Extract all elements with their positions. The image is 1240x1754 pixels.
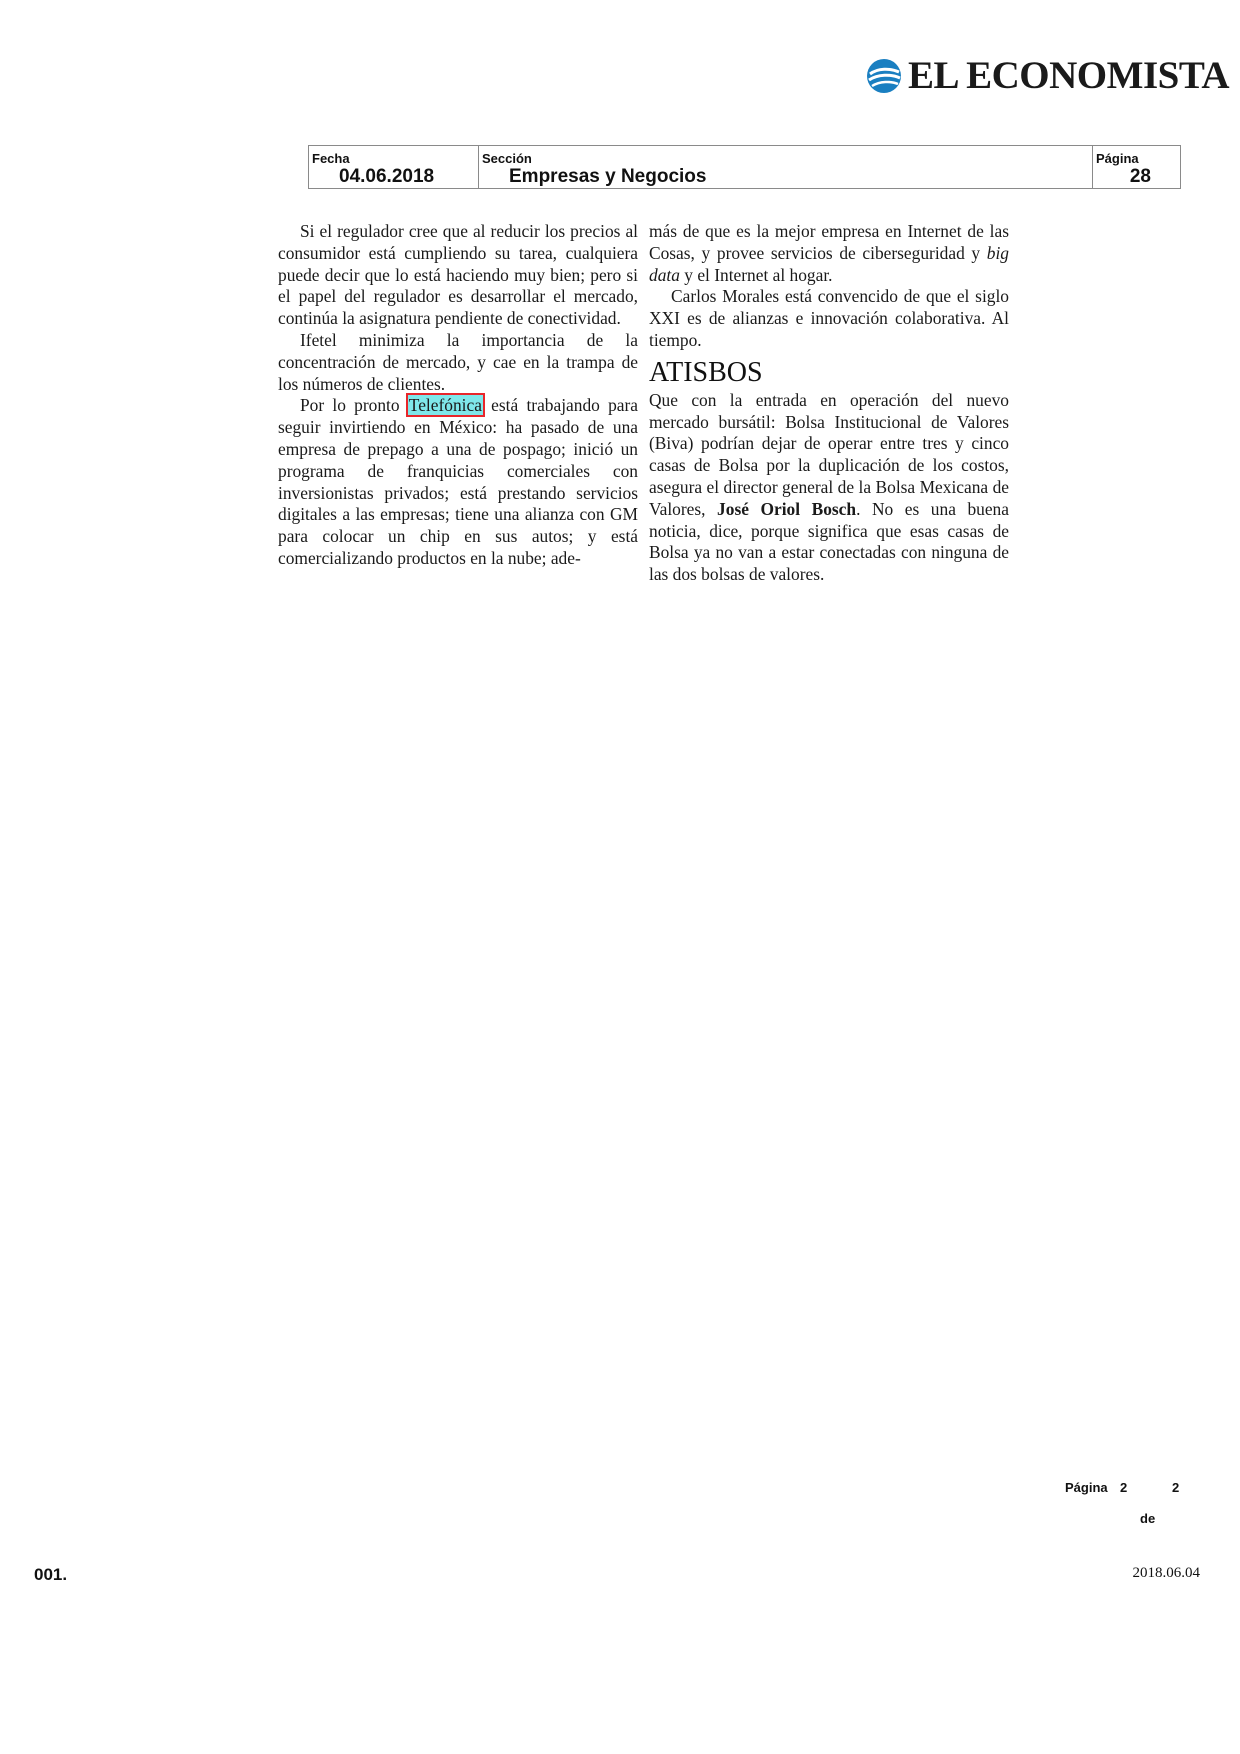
pager-de: de [1140,1511,1156,1526]
masthead [866,52,1230,102]
paragraph [278,395,638,569]
seccion-value: Empresas y Negocios [509,166,707,187]
fecha-cell [309,146,479,188]
masthead-title: EL ECONOMISTA [908,54,1230,97]
text-fragment: Que con la entrada en operación del nuevo mercado bursátil: Bolsa Institucional de Valores (Biva) podrían dejar de operar entre tres y cinco casas de Bolsa por la duplicación de los costos, asegura el director general de la Bolsa Mexicana de Valores, [649,389,1009,519]
article-meta-table [308,145,1181,189]
text-fragment: Por lo pronto [300,395,408,416]
text-fragment: . No es una buena noticia, dice, porque significa que esas casas de Bolsa ya no van a estar conectadas con ninguna de las dos bolsas de valores. [649,498,1009,585]
pager-current: 2 [1120,1480,1128,1495]
seccion-label: Sección [482,151,532,166]
pager-label: Página [1065,1480,1108,1495]
pager-total: 2 [1172,1480,1180,1495]
text-fragment: más de que es la mejor empresa en Internet de las Cosas, y provee servicios de ciberseguridad y [649,221,1009,263]
italic-term: big data [649,242,1009,285]
globe-logo-icon [866,58,902,94]
paragraph: Ifetel minimiza la importancia de la concentración de mercado, y cae en la trampa de los números de clientes. [278,329,638,394]
pagina-label: Página [1096,151,1139,166]
text-fragment: y el Internet al hogar. [679,264,833,285]
paragraph [649,390,1009,586]
section-title: ATISBOS [649,356,763,388]
fecha-label: Fecha [312,151,350,166]
text-fragment: está trabajando para seguir invirtiendo en México: ha pasado de una empresa de prepago a una de pospago; inició un programa de franquicias comerciales con inversionistas privados; está prestando servicios digitales a las empresas; tiene una alianza con GM para colocar un chip en sus autos; y está comercializando productos en la nube; ade- [278,395,638,568]
seccion-cell [479,146,1093,188]
fecha-value: 04.06.2018 [339,166,435,187]
article-column-left [278,221,638,570]
page-counter [1060,1480,1190,1530]
footer-date: 2018.06.04 [1132,1565,1200,1581]
pagina-value: 28 [1129,166,1151,187]
paragraph [649,221,1009,286]
bold-name: José Oriol Bosch [717,498,857,519]
article-column-right [649,221,1009,586]
pagina-cell [1093,146,1180,188]
document-code: 001. [34,1565,68,1584]
paragraph: Carlos Morales está convencido de que el siglo XXI es de alianzas e innovación colaborativa. Al tiempo. [649,286,1009,350]
highlighted-keyword: Telefónica [408,395,482,416]
paragraph: Si el regulador cree que al reducir los precios al consumidor está cumpliendo su tarea, cualquiera puede decir que lo está haciendo muy bien; pero si el papel del regulador es desarrollar el mercado, continúa la asignatura pendiente de conectividad. [278,221,638,329]
